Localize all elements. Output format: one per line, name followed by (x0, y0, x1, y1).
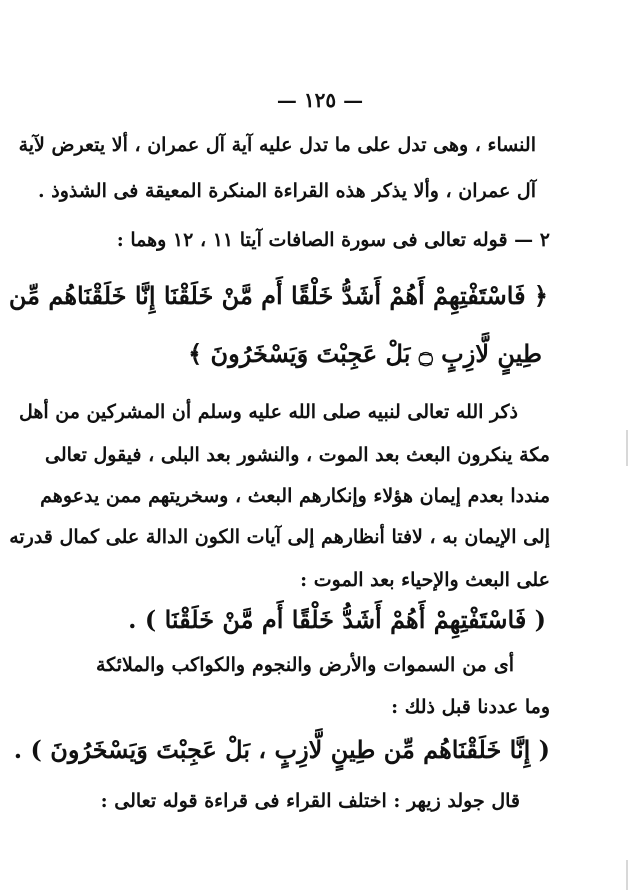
scan-edge-mark (626, 860, 628, 890)
paragraph-line: إلى الإيمان به ، لافتا أنظارهم إلى آيات الكون الدالة على كمال قدرته (9, 526, 550, 548)
paragraph-line: منددا بعدم إيمان هؤلاء وإنكارهم البعث ، وسخريتهم ممن يدعوهم (40, 485, 550, 507)
page-number: — ١٢٥ — (276, 88, 364, 112)
paragraph-line: قال جولد زيهر : اختلف القراء فى قراءة قوله تعالى : (100, 790, 520, 812)
paragraph-line: على البعث والإحياء بعد الموت : (300, 569, 550, 591)
paragraph-line: مكة ينكرون البعث بعد الموت ، والنشور بعد البلى ، فيقول تعالى (44, 444, 550, 466)
quran-verse-inline: ( إِنَّا خَلَقْنَاهُم مِّن طِينٍ لَّازِبٍ ، بَلْ عَجِبْتَ وَيَسْخَرُونَ ) . (13, 735, 550, 764)
paragraph-line: النساء ، وهى تدل على ما تدل عليه آية آل عمران ، ألا يتعرض لآية (18, 134, 536, 156)
paragraph-line: آل عمران ، وألا يذكر هذه القراءة المنكرة المعيقة فى الشذوذ . (38, 180, 536, 202)
scan-edge-mark (626, 430, 628, 466)
paragraph-line: أى من السموات والأرض والنجوم والكواكب والملائكة (96, 654, 514, 676)
paragraph-line: وما عددنا قبل ذلك : (391, 696, 550, 718)
paragraph-line: ذكر الله تعالى لنبيه صلى الله عليه وسلم أن المشركين من أهل (18, 401, 518, 423)
quran-verse-inline: ( فَاسْتَفْتِهِمْ أَهُمْ أَشَدُّ خَلْقًا أَم مَّنْ خَلَقْنَا ) . (128, 605, 546, 634)
section-heading: ٢ — قوله تعالى فى سورة الصافات آيتا ١١ ، ١٢ وهما : (116, 229, 550, 251)
quran-verse-line: ﴿ فَاسْتَفْتِهِمْ أَهُمْ أَشَدُّ خَلْقًا أَم مَّنْ خَلَقْنَا إِنَّا خَلَقْنَاهُم مِّن (8, 281, 548, 310)
quran-verse-line: طِينٍ لَّازِبٍ ۝ بَلْ عَجِبْتَ وَيَسْخَرُونَ ﴾ (188, 339, 542, 368)
